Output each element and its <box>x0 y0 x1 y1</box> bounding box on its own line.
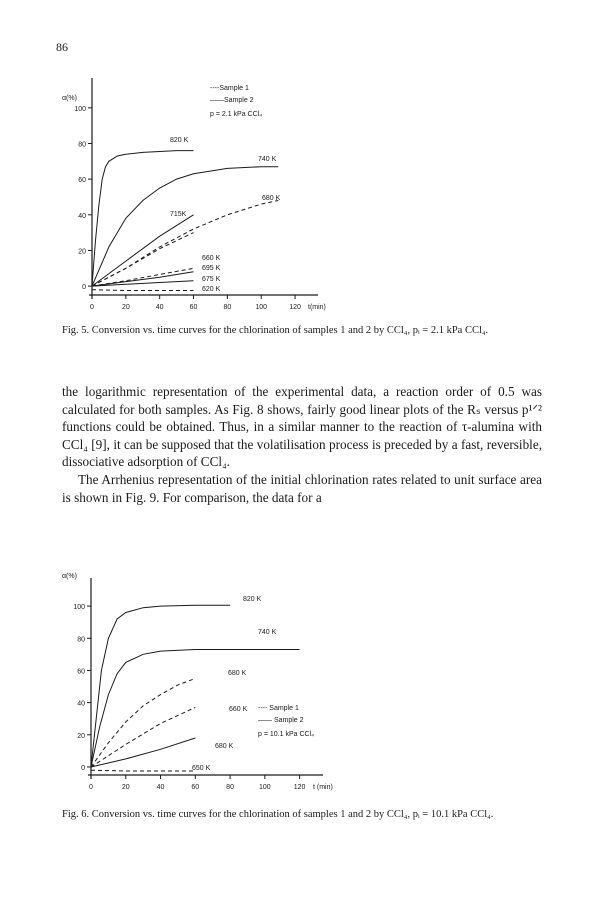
fig5-series-line <box>92 290 194 291</box>
fig5-y-tick-label: 40 <box>78 212 86 220</box>
fig5-series-label: 660 K <box>202 255 221 262</box>
fig6-x-tick-label: 40 <box>156 784 165 791</box>
fig6-series-label: 650 K <box>192 765 211 772</box>
fig5-series-line <box>92 151 194 287</box>
fig6-y-tick-label: 0 <box>81 764 85 772</box>
fig6-y-axis-title: α(%) <box>62 573 77 580</box>
fig5-series-label: 715K <box>170 211 187 218</box>
fig6-x-axis-title: t (min) <box>313 784 333 791</box>
fig5-series-label: 620 K <box>202 286 221 293</box>
fig5-series-label: 820 K <box>170 137 189 144</box>
fig5-y-tick-label: 60 <box>78 177 86 185</box>
fig6-series-label: 660 K <box>229 706 248 713</box>
fig6-x-tick-label: 60 <box>191 784 200 791</box>
figure-5-caption <box>62 324 552 338</box>
figure-5-plot <box>0 70 596 320</box>
fig5-y-tick-label: 100 <box>74 105 86 113</box>
fig6-series-label: 680 K <box>228 670 247 677</box>
fig6-series-label: 820 K <box>243 596 262 603</box>
fig5-x-tick-label: 60 <box>189 304 198 311</box>
fig5-legend-sample-1: ----Sample 1 <box>210 85 249 92</box>
body-text <box>62 383 542 506</box>
fig6-y-tick-label: 40 <box>77 700 85 708</box>
fig6-legend-sample-2: —— Sample 2 <box>258 717 304 724</box>
figure-6-chart <box>0 560 596 805</box>
fig5-x-tick-label: 80 <box>223 304 232 311</box>
fig6-legend-condition: p = 10.1 kPa CCl₄ <box>258 731 314 738</box>
fig6-y-tick-label: 20 <box>77 732 85 740</box>
fig6-x-tick-label: 20 <box>121 784 130 791</box>
fig5-x-axis-title: t(min) <box>308 304 326 311</box>
fig5-x-tick-label: 40 <box>155 304 164 311</box>
fig6-y-tick-label: 60 <box>77 668 85 676</box>
fig5-series-label: 680 K <box>262 195 281 202</box>
fig5-y-tick-label: 20 <box>78 248 86 256</box>
figure-5-caption-text: Conversion vs. time curves for the chlorination of samples 1 and 2 by CCl₄, pᵢ = 2.1 kPa CCl₄. <box>91 325 489 336</box>
fig6-x-tick-label: 100 <box>259 784 271 791</box>
fig6-series-label: 680 K <box>215 743 234 750</box>
fig5-x-tick-label: 100 <box>255 304 268 311</box>
fig6-y-tick-label: 100 <box>73 604 85 612</box>
fig6-y-tick-label: 80 <box>77 636 85 644</box>
fig5-y-tick-label: 0 <box>82 284 86 292</box>
fig5-x-tick-label: 20 <box>121 304 130 311</box>
body-paragraph-1: the logarithmic representation of the experimental data, a reaction order of 0.5 was calculated for both samples. As Fig. 8 shows, fairly good linear plots of the Rₛ versus p¹ᐟ² functions could be obtained. Thus, in a similar manner to the reaction of τ-alumina with CCl₄ [9], it can be supposed that the volatilisation process is preceded by a fast, reversible, dissociative adsorption of CCl₄. <box>62 384 542 470</box>
body-paragraph-2: The Arrhenius representation of the initial chlorination rates related to unit surface area is shown in Fig. 9. For comparison, the data for a <box>62 471 542 505</box>
fig5-legend-condition: p = 2.1 kPa CCl₄ <box>210 111 263 118</box>
fig6-x-tick-label: 120 <box>293 784 306 791</box>
fig5-series-label: 675 K <box>202 276 221 283</box>
figure-5-chart <box>0 70 596 320</box>
fig5-series-label: 695 K <box>202 265 221 272</box>
fig5-x-tick-label: 0 <box>90 304 94 311</box>
fig5-y-tick-label: 80 <box>78 141 86 149</box>
fig5-x-tick-label: 120 <box>289 304 301 311</box>
figure-6-caption-prefix: Fig. 6. <box>62 809 90 820</box>
fig5-series-line <box>92 272 194 286</box>
fig6-series-label: 740 K <box>258 629 277 636</box>
fig6-series-line <box>91 770 195 771</box>
figure-5-caption-prefix: Fig. 5. <box>62 325 90 336</box>
figure-6-caption-text: Conversion vs. time curves for the chlorination of samples 1 and 2 by CCl₄, pᵢ = 10.1 kPa CCl₄. <box>91 809 494 820</box>
fig6-series-line <box>91 738 195 767</box>
fig5-series-line <box>92 167 278 286</box>
fig6-series-line <box>91 707 195 767</box>
fig6-x-tick-label: 0 <box>89 784 93 791</box>
fig5-legend-sample-2: ——Sample 2 <box>210 97 254 104</box>
figure-6-plot <box>0 560 596 805</box>
fig6-legend-sample-1: ---- Sample 1 <box>258 705 299 712</box>
page-number: 86 <box>56 40 68 54</box>
fig6-x-tick-label: 80 <box>226 784 234 791</box>
fig5-y-axis-title: α(%) <box>62 95 77 102</box>
figure-6-caption <box>62 808 552 822</box>
fig5-series-label: 740 K <box>258 156 277 163</box>
